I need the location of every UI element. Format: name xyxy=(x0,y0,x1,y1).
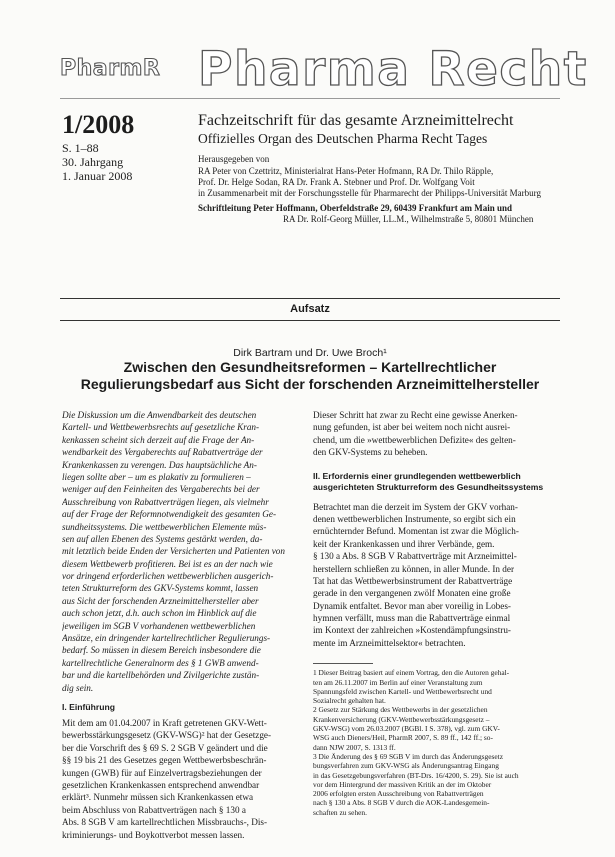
footnote-line: 1 Dieser Beitrag basiert auf einem Vortrag, den die Autoren gehal- xyxy=(313,668,510,678)
publishers-line: Prof. Dr. Helge Sodan, RA Dr. Frank A. Stebner und Prof. Dr. Wolfgang Voit xyxy=(198,177,475,187)
abstract-line: Kartell- und Wettbewerbsrechts auf gesetzliche Kran- xyxy=(62,422,260,433)
body-line: Dynamik entfaltet. Bevor man aber voreilig in Lobes- xyxy=(313,600,511,611)
body-line: ber die Vorschrift des § 69 S. 2 SGB V geändert und die xyxy=(62,742,268,753)
body-line: beim Abschluss von Rabattverträgen nach § 130 a xyxy=(62,804,246,815)
abstract-line: bedarf. So müssen in diesem Bereich insbesondere die xyxy=(62,645,261,656)
footnote-line: 3 Die Änderung des § 69 SGB V im durch das Änderungsgesetz xyxy=(313,751,504,761)
footnote-line: bungsverfahren zum GKV-WSG als Änderungsantrag Eingang xyxy=(313,761,499,771)
abstract-line: sundheitssystems. Die wettbewerblichen Elemente müs- xyxy=(62,521,267,532)
abstract-line: diesem Wettbewerb profitieren. Bei ist es an der nach wie xyxy=(62,558,273,569)
abstract-line: Die Diskussion um die Anwendbarkeit des deutschen xyxy=(62,410,257,420)
issue-date: 1. Januar 2008 xyxy=(62,169,133,183)
footnote-line: Spannungsfeld zwischen Kartell- und Wettbewerbsrecht und xyxy=(313,686,492,696)
body-line: bewerbsstärkungsgesetz (GKV-WSG)² hat der Gesetzge- xyxy=(62,730,272,741)
journal-subtitle: Fachzeitschrift für das gesamte Arzneimittelrecht xyxy=(198,112,514,129)
publishers-line: RA Peter von Czettritz, Ministerialrat Hans-Peter Hofmann, RA Dr. Thilo Räpple, xyxy=(198,166,494,176)
body-line: herstellern schließen zu können, in aller Munde. In der xyxy=(313,563,515,574)
section-heading: I. Einführung xyxy=(62,701,115,712)
issue-volume: 30. Jahrgang xyxy=(62,155,124,169)
body-line: Tat hat das Wettbewerbsinstrument der Rabattverträge xyxy=(313,575,513,586)
abstract-line: wendbarkeit des Vergaberechts auf Rabattverträge der xyxy=(62,447,263,458)
body-line: § 130 a Abs. 8 SGB V Rabattverträge mit Arzneimittel- xyxy=(313,551,517,562)
issue-number: 1/2008 xyxy=(62,110,135,139)
body-line: ernüchternder Befund. Momentan ist zwar die Möglich- xyxy=(313,526,519,537)
abstract-line: sen auf allen Ebenen des Systems gestärkt werden, da- xyxy=(62,533,263,544)
abstract-line: auch schon jetzt, d.h. auch schon im Hinblick auf die xyxy=(62,608,257,619)
section-heading: II. Erfordernis einer grundlegenden wettbewerblich xyxy=(313,470,521,481)
body-line: Abs. 8 SGB V am kartellrechtlichen Missbrauchs-, Dis- xyxy=(62,817,268,828)
abstract-line: Ansätze, ein dringender kartellrechtlicher Regulierungs- xyxy=(62,633,271,644)
article-authors: Dirk Bartram und Dr. Uwe Broch¹ xyxy=(233,347,387,359)
abstract-line: dig sein. xyxy=(62,682,94,693)
footnote-line: in das Gesetzgebungsverfahren (BT-Drs. 16/4200, S. 29). Sie ist auch xyxy=(313,770,519,780)
section-label: Aufsatz xyxy=(290,303,330,315)
footnote-line: Sozialrecht gehalten hat. xyxy=(313,696,386,706)
body-line: keit der Krankenkassen und ihrer Verbände, gem. xyxy=(313,538,495,549)
body-line: kungen (GWB) für auf Einzelvertragsbeziehungen der xyxy=(62,767,262,778)
abstract-line: kenkassen scheint sich derzeit auf die Frage der An- xyxy=(62,434,255,445)
editorial-line: RA Dr. Rolf-Georg Müller, LL.M., Wilhelmstraße 5, 80801 München xyxy=(283,214,534,224)
abstract-line: Ausschreibung von Rabattverträgen liegen, als vielmehr xyxy=(62,496,269,507)
publishers-line: in Zusammenarbeit mit der Forschungsstelle für Pharmarecht der Philipps-Universität Marburg xyxy=(198,188,542,198)
body-line: gerade in den vergangenen zwölf Monaten eine große xyxy=(313,588,511,599)
article-title: Zwischen den Gesundheitsreformen – Kartellrechtlicher xyxy=(123,359,497,375)
body-line: nung gefunden, ist aber bei weitem noch nicht ausrei- xyxy=(313,422,511,433)
abstract-line: jeweiligen im SGB V vorhandenen wettbewerblichen xyxy=(62,620,256,631)
footnotes xyxy=(313,668,558,817)
body-line: kriminierungs- und Boykottverbot messen lassen. xyxy=(62,829,245,840)
abstract xyxy=(62,409,295,694)
body-line: erklärt³. Nunmehr müssen sich Krankenkassen etwa xyxy=(62,792,254,803)
body-line: hymnen verfällt, muss man die Rabattverträge einmal xyxy=(313,613,511,624)
footnote-line: 2006 erfolgten ersten Ausschreibung von Rabattverträgen xyxy=(313,789,484,799)
abstract-line: bar und die kartellbehörden und Zivilgerichte zustän- xyxy=(62,670,260,681)
section-rule-bottom xyxy=(60,320,560,321)
abstract-line: teten Strukturreform des GKV-Systems kommt, lassen xyxy=(62,583,259,594)
journal-logo-small: PharmR xyxy=(60,56,161,81)
left-column xyxy=(62,409,295,841)
body-line: Dieser Schritt hat zwar zu Recht eine gewisse Anerken- xyxy=(313,410,518,420)
body-line: §§ 19 bis 21 des Gesetzes gegen Wettbewerbsbeschrän- xyxy=(62,755,267,766)
abstract-line: vor dringend erforderlichen wettbewerblichen ausgerich- xyxy=(62,571,274,582)
body-line: im Kontext der zahlreichen »Kostendämpfungsinstru- xyxy=(313,625,511,636)
journal-logo: Pharma Recht xyxy=(198,42,588,97)
masthead-rule xyxy=(60,98,560,99)
footnote-line: vor dem Hintergrund der massiven Kritik an der im Oktober xyxy=(313,779,492,789)
footnote-line: dann NJW 2007, S. 1313 ff. xyxy=(313,742,396,752)
article-title: Regulierungsbedarf aus Sicht der forschenden Arzneimittelhersteller xyxy=(80,376,540,392)
abstract-line: weniger auf den Feinheiten des Vergaberechts bei der xyxy=(62,484,260,495)
abstract-line: kartellrechtliche Generalnorm des § 1 GWB anwend- xyxy=(62,657,259,668)
journal-organ: Offizielles Organ des Deutschen Pharma Recht Tages xyxy=(198,131,488,146)
publishers-label: Herausgegeben von xyxy=(198,154,270,164)
body-line: Mit dem am 01.04.2007 in Kraft getretenen GKV-Wett- xyxy=(62,717,267,728)
footnote-line: GKV-WSG) vom 26.03.2007 (BGBl. I S. 378), vgl. zum GKV- xyxy=(313,724,500,734)
body-line: chend, um die »wettbewerblichen Defizite« des gelten- xyxy=(313,434,516,445)
abstract-line: auf der Frage der Reformnotwendigkeit des gesamten Ge- xyxy=(62,509,277,520)
body-line: mente im Arzneimittelsektor« betrachten. xyxy=(313,637,466,648)
body-line: Betrachtet man die derzeit im System der GKV vorhan- xyxy=(313,501,518,512)
right-column xyxy=(313,409,558,817)
section-body xyxy=(62,717,295,841)
footnote-line: Krankenversicherung (GKV-Wettbewerbsstärkungsgesetz – xyxy=(313,714,490,724)
editorial-line: Schriftleitung Peter Hoffmann, Oberfeldstraße 29, 60439 Frankfurt am Main und xyxy=(198,203,513,213)
footnote-line: 2 Gesetz zur Stärkung des Wettbewerbs in der gesetzlichen xyxy=(313,705,488,715)
section-heading: ausgerichteten Strukturreform des Gesundheitssystems xyxy=(313,481,544,492)
abstract-line: aus Sicht der forschenden Arzneimittelhersteller aber xyxy=(62,595,259,606)
footnote-rule xyxy=(313,663,373,664)
abstract-line: liegen sollte aber – um es plakativ zu formulieren – xyxy=(62,471,251,482)
body-line: denen wettbewerblichen Instrumente, so ergibt sich ein xyxy=(313,513,516,524)
footnote-line: ten am 26.11.2007 im Berlin auf einer Veranstaltung zum xyxy=(313,677,483,687)
abstract-line: Krankenkassen zu verengen. Das hauptsächliche An- xyxy=(62,459,257,470)
footnote-line: WSG auch Dieners/Heil, PharmR 2007, S. 89 ff., 142 ff.; so- xyxy=(313,733,493,743)
body-line: den GKV-Systems zu beheben. xyxy=(313,447,428,458)
footnote-line: nach § 130 a Abs. 8 SGB V durch die AOK-Landesgemein- xyxy=(313,798,490,808)
section-rule-top xyxy=(60,298,560,299)
body-line: gesetzlichen Krankenkassen entsprechend anwendbar xyxy=(62,779,260,790)
abstract-line: mit letztlich beide Enden der Versicherten und Patienten von xyxy=(62,546,285,557)
issue-pages: S. 1–88 xyxy=(62,141,99,155)
footnote-line: schaften zu sehen. xyxy=(313,807,367,817)
